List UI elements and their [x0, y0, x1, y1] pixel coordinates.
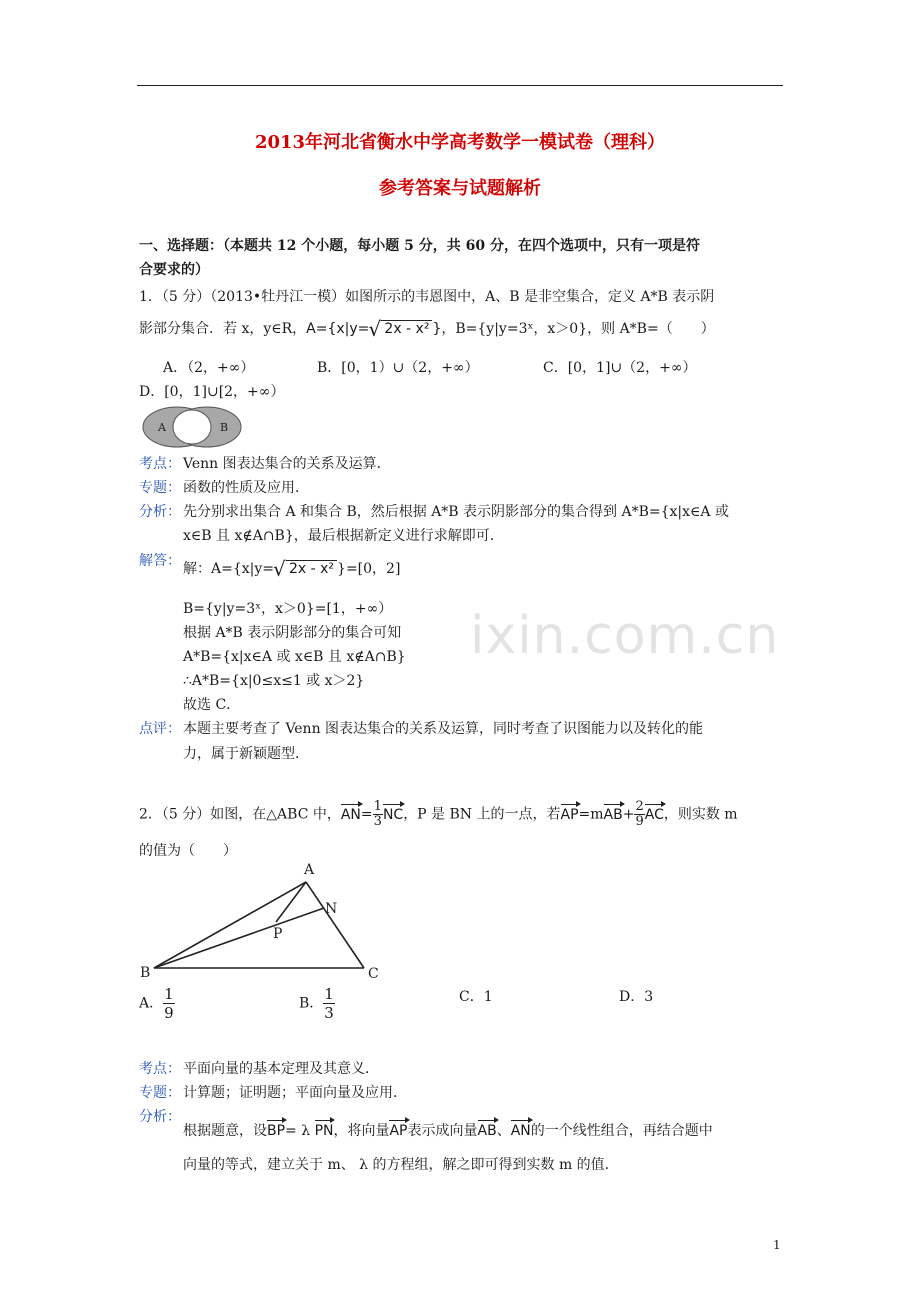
vector-ap-2: AP: [389, 1123, 408, 1139]
edge-ba: [154, 882, 306, 968]
q2-zhuanti: 计算题；证明题；平面向量及应用．: [183, 1085, 407, 1101]
q1-kaodian: Venn 图表达集合的关系及运算．: [183, 456, 391, 472]
vector-ac: AC: [644, 806, 664, 823]
q2-stem: 2．（5 分）如图，在△ABC 中，AN= $\frac{1}{3}$ NC，P 是 BN 上的一点，若AP=mAB+ $\frac{2}{9}$ AC，则实数 m: [139, 799, 738, 829]
q1-fenxi: 先分别求出集合 A 和集合 B，然后根据 A*B 表示阴影部分的集合得到 A*B={x|x∈A 或: [183, 504, 729, 520]
q1-jieda-line1: 解：A={x|y=√ 2x - x² }=[0，2]: [183, 558, 400, 578]
q1-stem-cont: 影部分集合．若 x，y∈R，A={x|y=√ 2x - x² }，B={y|y=3ˣ，x＞0}，则 A*B=（ ）: [139, 318, 715, 338]
q2-option-d: D．3: [619, 989, 654, 1005]
page-title: 2013年河北省衡水中学高考数学一模试卷（理科）: [254, 132, 666, 153]
triangle-figure: [138, 858, 388, 983]
q1-jieda-line4: A*B={x|x∈A 或 x∈B 且 x∉A∩B}: [183, 649, 406, 665]
edge-ac: [306, 882, 364, 968]
q2-stem-cont: 的值为（ ）: [139, 843, 237, 859]
q2-kaodian: 平面向量的基本定理及其意义．: [183, 1061, 379, 1077]
q1-jieda-line5: ∴A*B={x|0≤x≤1 或 x＞2}: [183, 673, 365, 689]
q1-dianping-cont: 力，属于新颖题型．: [183, 746, 309, 762]
vector-nc: NC: [382, 806, 404, 823]
q2-kaodian-label: 考点：: [139, 1061, 181, 1077]
venn-intersection: [173, 410, 211, 444]
q1-kaodian-label: 考点：: [139, 456, 181, 472]
header-rule: [137, 85, 783, 86]
q2-fenxi: 根据题意，设BP= λ PN，将向量AP表示成向量AB、AN的一个线性组合，再结合题中: [183, 1123, 713, 1139]
vector-ap: AP: [560, 806, 579, 823]
point-n-label: N: [325, 901, 338, 917]
q1-fenxi-cont: x∈B 且 x∉A∩B}，最后根据新定义进行求解即可．: [183, 528, 504, 544]
q1-fenxi-label: 分析：: [139, 504, 181, 520]
fraction-two-ninths: $\frac{2}{9}$: [635, 799, 644, 829]
q1-stem: 1．（5 分）（2013•牡丹江一模）如图所示的韦恩图中，A、B 是非空集合，定义 A*B 表示阴: [139, 289, 715, 305]
section-heading: 一、选择题：（本题共 12 个小题，每小题 5 分，共 60 分，在四个选项中，只有一项是符: [139, 238, 700, 254]
venn-label-a: A: [158, 421, 166, 434]
q1-jieda-sqrt: √ 2x - x²: [286, 560, 337, 577]
q1-zhuanti: 函数的性质及应用．: [183, 480, 309, 496]
q1-set-a: A={x|y=√ 2x - x² }: [306, 321, 441, 337]
watermark: ixin.com.cn: [470, 606, 780, 666]
q1-jieda-label: 解答：: [139, 553, 181, 569]
vector-ab-2: AB: [477, 1123, 497, 1139]
q1-option-c: C．[0，1]∪（2，+∞）: [543, 360, 697, 376]
venn-label-b: B: [220, 421, 229, 434]
venn-diagram: [140, 404, 245, 450]
q1-jieda-line3: 根据 A*B 表示阴影部分的集合可知: [183, 625, 402, 641]
point-b-label: B: [140, 965, 151, 981]
q2-option-b: B． $\frac{1}{3}$: [299, 985, 334, 1022]
vector-an-2: AN: [510, 1123, 531, 1139]
point-p-label: P: [273, 926, 283, 942]
q1-jieda-line2: B={y|y=3ˣ，x＞0}=[1，+∞）: [183, 601, 393, 617]
fraction-one-third: $\frac{1}{3}$: [373, 799, 382, 829]
q1-jieda-line6: 故选 C．: [183, 697, 241, 713]
vector-ab: AB: [603, 806, 623, 823]
q2-option-a: A． $\frac{1}{9}$: [139, 985, 174, 1022]
q1-option-b: B．[0，1）∪（2，+∞）: [317, 360, 479, 376]
q1-zhuanti-label: 专题：: [139, 480, 181, 496]
q2-fenxi-label: 分析：: [139, 1109, 181, 1125]
q1-sqrt: √ 2x - x²: [381, 320, 432, 337]
q2-zhuanti-label: 专题：: [139, 1085, 181, 1101]
vector-bp: BP: [267, 1123, 286, 1139]
vector-an: AN: [340, 806, 361, 823]
vector-pn: PN: [314, 1123, 334, 1139]
point-a-label: A: [304, 862, 315, 878]
q1-dianping: 本题主要考查了 Venn 图表达集合的关系及运算，同时考查了识图能力以及转化的能: [183, 721, 704, 737]
page-subtitle: 参考答案与试题解析: [379, 178, 541, 199]
q1-option-d: D．[0，1]∪[2，+∞）: [139, 384, 285, 400]
q1-dianping-label: 点评：: [139, 721, 181, 737]
q2-option-c: C．1: [459, 989, 493, 1005]
q1-option-a: A．（2，+∞）: [163, 360, 255, 376]
segment-bn: [154, 908, 324, 968]
q2-fenxi-cont: 向量的等式，建立关于 m、 λ 的方程组，解之即可得到实数 m 的值．: [183, 1157, 619, 1173]
point-c-label: C: [368, 966, 379, 982]
section-heading-cont: 合要求的）: [139, 262, 209, 278]
page-number: 1: [773, 1238, 781, 1252]
